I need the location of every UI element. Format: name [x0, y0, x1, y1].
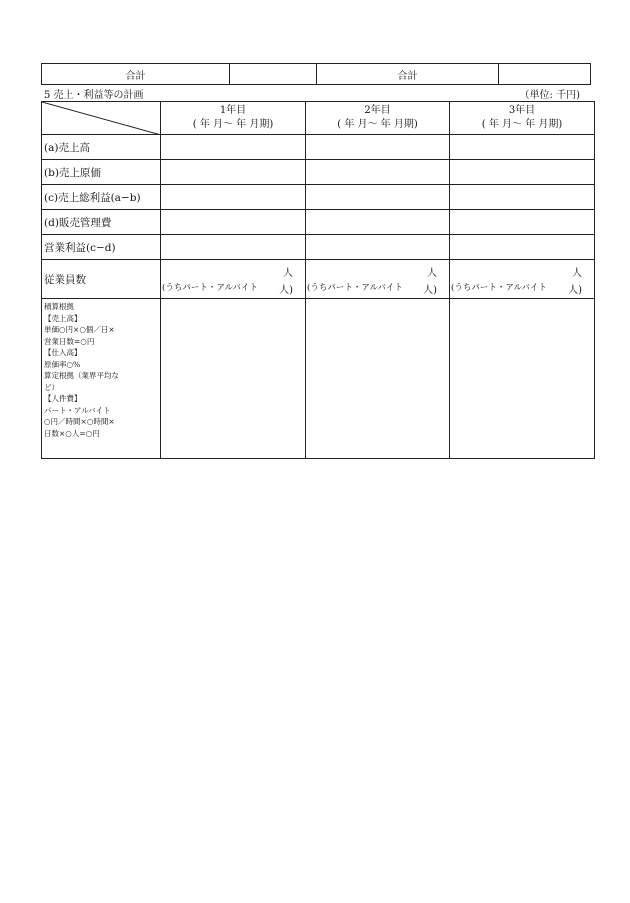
total-value-right[interactable]	[498, 64, 591, 85]
cell-input[interactable]	[450, 210, 595, 235]
unit-label: （単位: 千円)	[519, 90, 580, 101]
person-unit: 人	[427, 268, 437, 279]
row-label-operating-profit: 営業利益(c−d)	[42, 235, 161, 260]
corner-cell	[42, 102, 161, 135]
header-row	[42, 102, 595, 135]
row-label-employees: 従業員数	[42, 260, 161, 299]
basis-line: 積算根拠	[44, 302, 74, 311]
basis-line: パート・アルバイト	[44, 405, 111, 415]
basis-line: 単価○円×○個／日×	[44, 325, 115, 334]
employees-cell[interactable]	[161, 260, 306, 299]
table-row	[42, 185, 595, 210]
cell-input[interactable]	[306, 185, 450, 210]
plan-table	[41, 101, 595, 459]
employees-row	[42, 260, 595, 299]
table-row	[42, 135, 595, 160]
cell-input[interactable]	[306, 235, 450, 260]
cell-input[interactable]	[161, 235, 306, 260]
basis-line: 営業日数=○円	[44, 336, 95, 346]
table-row	[42, 235, 595, 260]
part-time-label: (うちパート・アルバイト	[307, 283, 403, 293]
calculation-basis	[42, 299, 161, 459]
table-row	[42, 210, 595, 235]
year-2-period: ( 年 月～ 年 月期)	[337, 119, 418, 130]
basis-line: 【売上高】	[44, 313, 82, 323]
basis-input[interactable]	[450, 299, 595, 459]
part-time-unit: 人)	[423, 285, 437, 296]
basis-line: ど）	[44, 382, 59, 392]
row-label-cost-of-sales: (b)売上原価	[42, 160, 161, 185]
person-unit: 人	[572, 268, 582, 279]
cell-input[interactable]	[306, 135, 450, 160]
person-unit: 人	[283, 268, 293, 279]
year-1-label: 1年目	[219, 105, 247, 116]
part-time-label: (うちパート・アルバイト	[162, 283, 258, 293]
year-1-header	[161, 102, 306, 135]
cell-input[interactable]	[306, 160, 450, 185]
total-label-right: 合計	[317, 64, 498, 85]
year-1-period: ( 年 月～ 年 月期)	[192, 119, 274, 130]
basis-row	[42, 299, 595, 459]
row-label-gross-profit: (c)売上総利益(a−b)	[42, 185, 161, 210]
part-time-label: (うちパート・アルバイト	[451, 283, 547, 293]
basis-line: 算定根拠（業界平均な	[44, 371, 119, 380]
basis-line: 【人件費】	[44, 394, 82, 403]
cell-input[interactable]	[161, 135, 306, 160]
cell-input[interactable]	[161, 210, 306, 235]
total-value-left[interactable]	[229, 64, 317, 85]
row-label-sga: (d)販売管理費	[42, 210, 161, 235]
row-label-sales: (a)売上高	[42, 135, 161, 160]
employees-cell[interactable]	[306, 260, 450, 299]
basis-line: 原価率○%	[44, 359, 81, 369]
year-3-header	[450, 102, 595, 135]
year-3-label: 3年目	[508, 105, 536, 116]
part-time-unit: 人)	[568, 285, 582, 296]
basis-input[interactable]	[161, 299, 306, 459]
basis-line: 【仕入高】	[44, 348, 82, 357]
year-2-label: 2年目	[364, 105, 391, 116]
diagonal-line	[42, 102, 161, 135]
section-title: 5 売上・利益等の計画	[44, 90, 144, 101]
basis-line: 日数×○人=○円	[44, 428, 100, 438]
cell-input[interactable]	[306, 210, 450, 235]
part-time-unit: 人)	[279, 285, 293, 296]
year-3-period: ( 年 月～ 年 月期)	[481, 119, 563, 130]
employees-cell[interactable]	[450, 260, 595, 299]
cell-input[interactable]	[161, 160, 306, 185]
basis-line: ○円／時間×○時間×	[44, 417, 115, 426]
basis-input[interactable]	[306, 299, 450, 459]
cell-input[interactable]	[450, 235, 595, 260]
cell-input[interactable]	[450, 160, 595, 185]
total-label-left: 合計	[42, 64, 230, 85]
totals-table	[41, 63, 591, 85]
year-2-header	[306, 102, 450, 135]
cell-input[interactable]	[161, 185, 306, 210]
table-row	[42, 160, 595, 185]
cell-input[interactable]	[450, 135, 595, 160]
cell-input[interactable]	[450, 185, 595, 210]
